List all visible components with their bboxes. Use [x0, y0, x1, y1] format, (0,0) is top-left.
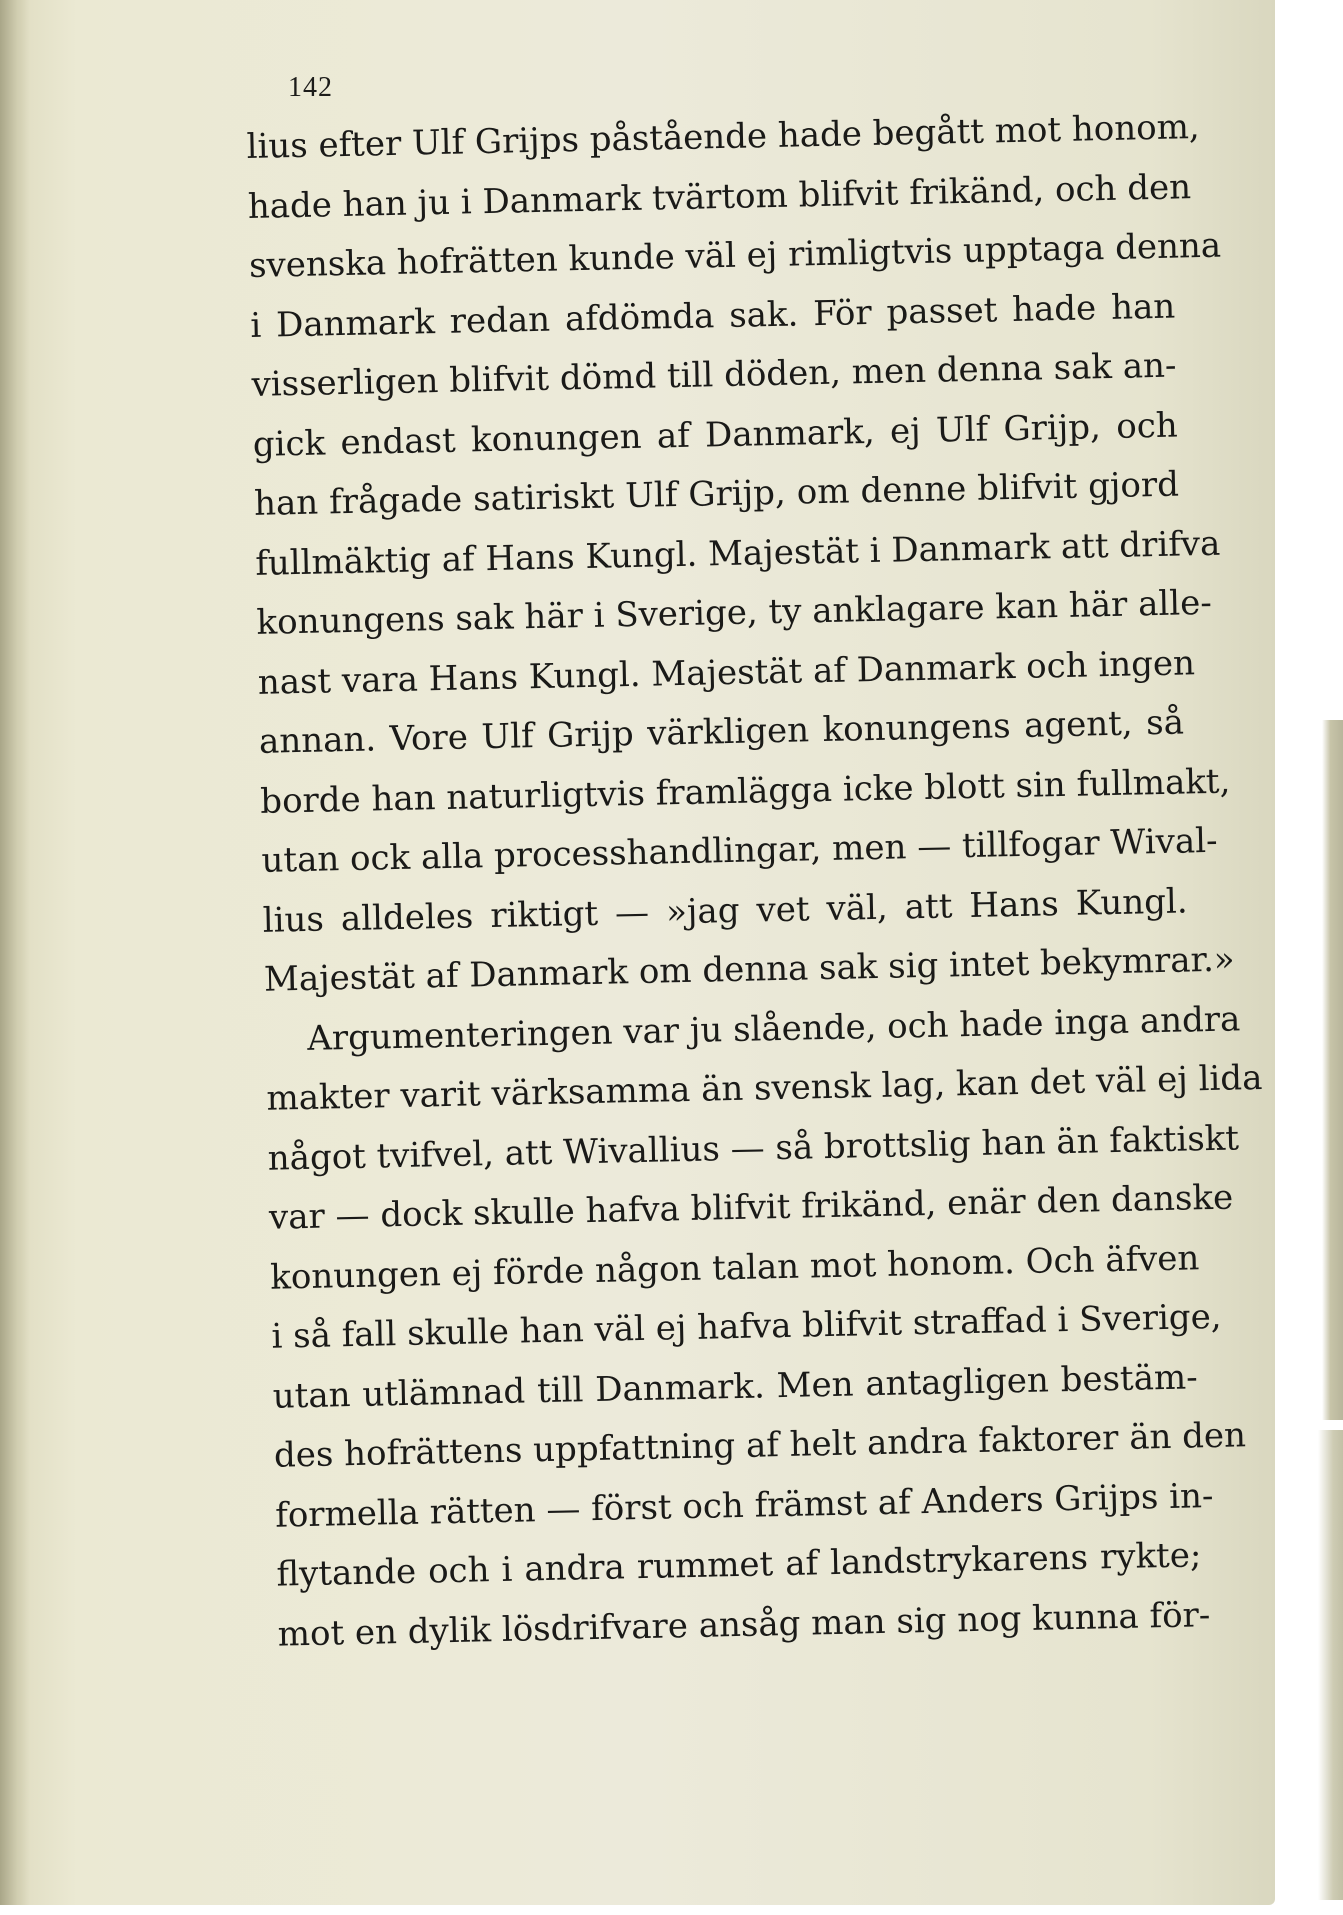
text-line: lius alldeles riktigt — »jag vet väl, att Hans Kungl.	[262, 880, 1189, 941]
text-line: lius efter Ulf Grijps påstående hade begått mot honom,	[246, 107, 1201, 167]
text-line: i Danmark redan afdömda sak. För passet hade han	[249, 286, 1176, 346]
text-line: formella rätten — först och främst af Anders Grijps in-	[274, 1475, 1214, 1536]
text-line: svenska hofrätten kunde väl ej rimligtvis upptaga denna	[248, 225, 1222, 286]
body-text	[246, 99, 1263, 1665]
text-line: utan utlämnad till Danmark. Men antagligen bestäm-	[272, 1356, 1198, 1417]
text-line: Majestät af Danmark om denna sak sig intet bekymrar.»	[263, 939, 1236, 1000]
text-line: gick endast konungen af Danmark, ej Ulf Grijp, och	[252, 405, 1179, 465]
text-line: han frågade satiriskt Ulf Grijp, om denne blifvit gjord	[253, 464, 1180, 524]
page-edge-lower	[1318, 1430, 1343, 1900]
text-line: något tvifvel, att Wivallius — så brottslig han än faktiskt	[267, 1117, 1240, 1179]
text-line: Argumenteringen var ju slående, och hade inga andra	[306, 998, 1241, 1059]
text-line: makter varit värksamma än svensk lag, kan det väl ej lida	[266, 1057, 1263, 1119]
page-edge	[1322, 720, 1343, 1420]
text-line: var — dock skulle hafva blifvit frikänd, enär den danske	[268, 1177, 1234, 1238]
text-line: borde han naturligtvis framlägga icke blott sin fullmakt,	[259, 761, 1231, 822]
text-line: hade han ju i Danmark tvärtom blifvit frikänd, och den	[247, 166, 1192, 227]
page-number: 142	[288, 72, 333, 103]
text-line: visserligen blifvit dömd till döden, men denna sak an-	[251, 345, 1177, 405]
text-line: des hofrättens uppfattning af helt andra faktorer än den	[273, 1415, 1247, 1476]
text-line: konungens sak här i Sverige, ty anklagare kan här alle-	[256, 582, 1213, 643]
text-line: flytande och i andra rummet af landstrykarens rykte;	[276, 1535, 1202, 1595]
text-line: annan. Vore Ulf Grijp värkligen konungens agent, så	[258, 702, 1185, 762]
text-line: fullmäktig af Hans Kungl. Majestät i Danmark att drifva	[254, 523, 1221, 584]
text-line: utan ock alla processhandlingar, men — tillfogar Wival-	[261, 820, 1218, 881]
text-line: mot en dylik lösdrifvare ansåg man sig nog kunna för-	[277, 1594, 1211, 1655]
text-line: i så fall skulle han väl ej hafva blifvit straffad i Sverige,	[271, 1296, 1222, 1357]
binding-shadow	[0, 0, 30, 1905]
text-line: nast vara Hans Kungl. Majestät af Danmark och ingen	[257, 642, 1196, 703]
text-line: konungen ej förde någon talan mot honom. Och äfven	[269, 1237, 1200, 1298]
